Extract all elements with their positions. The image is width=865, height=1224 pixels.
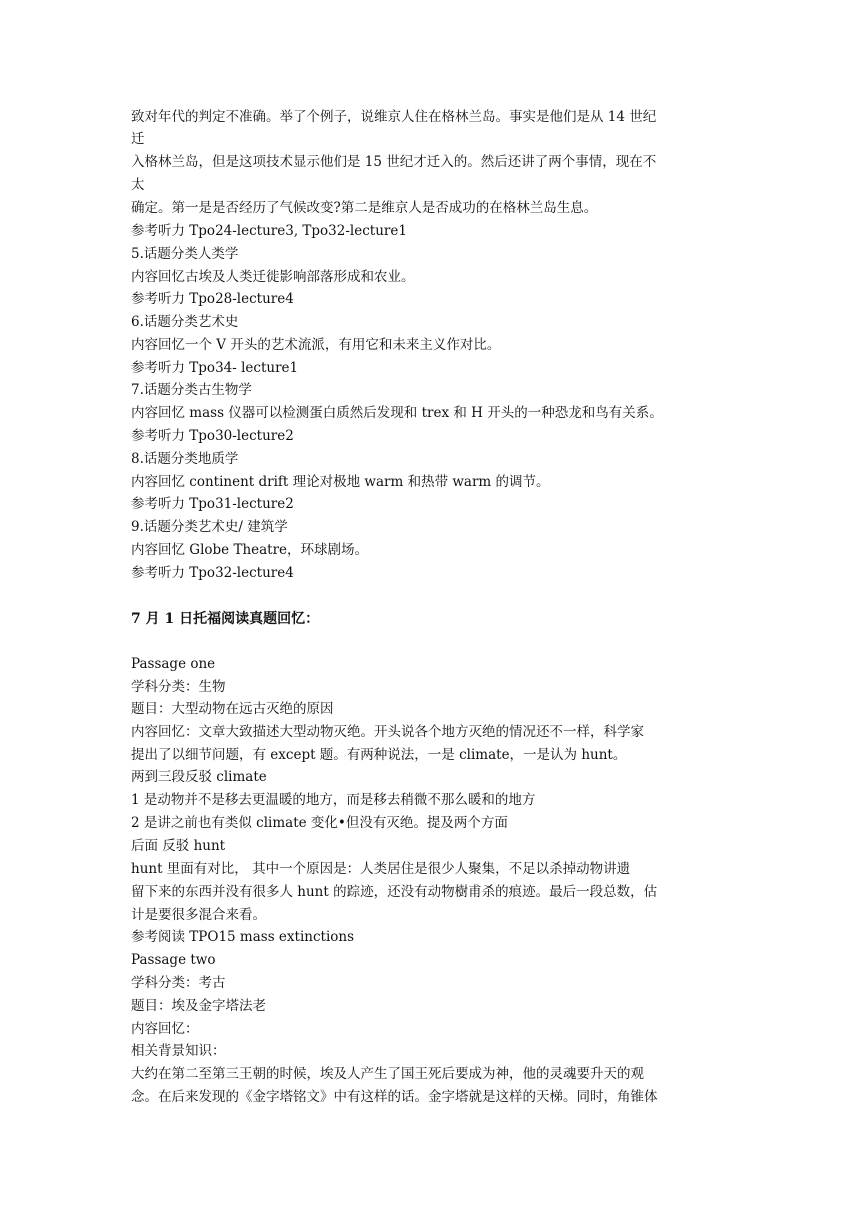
text-line: 参考听力 Tpo30-lecture2 [131,428,294,444]
text-line: 1 是动物并不是移去更温暖的地方，而是移去稍微不那么暖和的地方 [131,792,536,808]
text-line: 内容回忆 Globe Theatre，环球剧场。 [131,542,369,558]
text-line: 5.话题分类人类学 [131,246,239,262]
section-heading: 7 月 1 日托福阅读真题回忆： [131,611,320,627]
text-line: 参考听力 Tpo24-lecture3, Tpo32-lecture1 [131,223,407,239]
text-line: 迁 [131,131,145,147]
text-line: 参考听力 Tpo28-lecture4 [131,291,294,307]
text-line: 题目：大型动物在远古灭绝的原因 [131,701,334,717]
text-line: 6.话题分类艺术史 [131,314,239,330]
text-line: 内容回忆： [131,1021,199,1037]
text-line: 9.话题分类艺术史/ 建筑学 [131,519,288,535]
text-line: 参考听力 Tpo32-lecture4 [131,565,294,581]
text-line: 两到三段反驳 climate [131,769,267,785]
text-line: 内容回忆一个 V 开头的艺术流派，有用它和未来主义作对比。 [131,337,501,353]
text-line: Passage one [131,656,216,672]
text-line: 题目：埃及金字塔法老 [131,998,266,1014]
text-line: 致对年代的判定不准确。举了个例子，说维京人住在格林兰岛。事实是他们是从 14 世纪 [131,109,657,125]
text-line: 内容回忆 continent drift 理论对极地 warm 和热带 warm 的调节。 [131,474,550,490]
text-line: 计是要很多混合来看。 [131,907,266,923]
text-line: 相关背景知识： [131,1043,226,1059]
text-line: 提出了以细节问题，有 except 题。有两种说法，一是 climate，一是认为 hunt。 [131,747,627,763]
text-line: 后面 反驳 hunt [131,838,226,854]
text-line: 内容回忆 mass 仪器可以检测蛋白质然后发现和 trex 和 H 开头的一种恐龙和鸟有关系。 [131,405,663,421]
text-line: 留下来的东西并没有很多人 hunt 的踪迹，还没有动物樹甫杀的痕迹。最后一段总数，估 [131,884,658,900]
text-line: 念。在后来发现的《金字塔铭文》中有这样的话。金字塔就是这样的天梯。同时，角锥体 [131,1089,658,1105]
text-line: 8.话题分类地质学 [131,451,239,467]
text-line: hunt 里面有对比， 其中一个原因是：人类居住是很少人聚集，不足以杀掉动物讲遗 [131,861,631,877]
text-line: 参考阅读 TPO15 mass extinctions [131,929,355,945]
text-line: 参考听力 Tpo31-lecture2 [131,496,294,512]
text-line: 2 是讲之前也有类似 climate 变化•但没有灭绝。提及两个方面 [131,815,508,831]
text-line: 参考听力 Tpo34- lecture1 [131,360,299,376]
text-line: 入格林兰岛，但是这项技术显示他们是 15 世纪才迁入的。然后还讲了两个事情，现在不 [131,154,657,170]
text-line: 太 [131,177,145,193]
text-line: 内容回忆：文章大致描述大型动物灭绝。开头说各个地方灭绝的情况还不一样，科学家 [131,724,644,740]
text-line: 学科分类：考古 [131,975,226,991]
text-line: 学科分类：生物 [131,679,226,695]
text-line: 大约在第二至第三王朝的时候，埃及人产生了国王死后要成为神，他的灵魂要升天的观 [131,1066,644,1082]
text-line: Passage two [131,952,216,968]
text-line: 7.话题分类古生物学 [131,382,252,398]
text-line: 内容回忆古埃及人类迁徙影响部落形成和农业。 [131,269,415,285]
text-line: 确定。第一是是否经历了气候改变?第二是维京人是否成功的在格林兰岛生息。 [131,200,598,216]
